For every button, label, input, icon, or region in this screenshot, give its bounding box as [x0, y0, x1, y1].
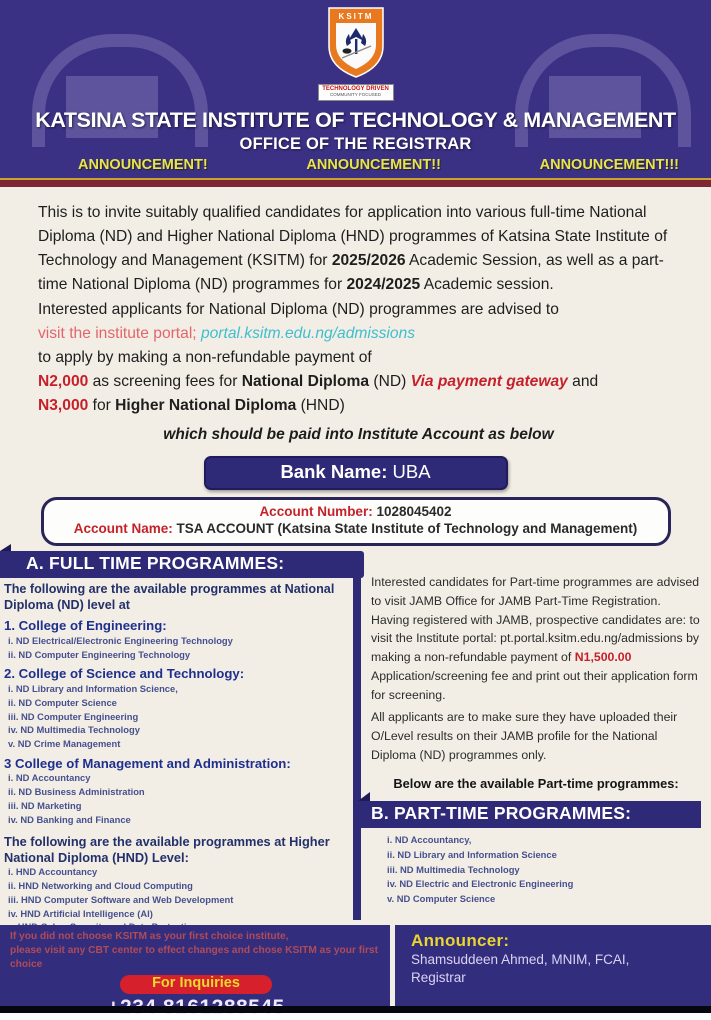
- header: [0, 0, 711, 178]
- svg-text:KSITM: KSITM: [338, 12, 373, 21]
- fee-hnd-text: (HND): [296, 397, 345, 415]
- list-item: iii. HND Computer Software and Web Development: [8, 893, 234, 905]
- payment-note: which should be paid into Institute Account as below: [163, 426, 554, 444]
- list-item: ii. ND Library and Information Science: [387, 848, 557, 860]
- logo-motto-line1: TECHNOLOGY DRIVEN: [322, 86, 389, 92]
- first-choice-notice-box: [0, 925, 390, 1006]
- account-name-value: TSA ACCOUNT (Katsina State Institute of Technology and Management): [172, 521, 638, 537]
- bank-name-value: UBA: [387, 461, 431, 483]
- intro-paragraph: [38, 201, 679, 298]
- logo-shield-icon: [327, 6, 385, 78]
- advice-line: Interested applicants for National Diploma (ND) programmes are advised to: [38, 300, 559, 318]
- fee-hnd-amount: N3,000: [38, 397, 89, 415]
- intro-section: [0, 187, 711, 447]
- payment-gateway-note: Via payment gateway: [410, 373, 568, 391]
- institute-title: KATSINA STATE INSTITUTE OF TECHNOLOGY & MANAGEMENT: [35, 108, 676, 132]
- list-item: i. HND Accountancy: [8, 866, 98, 878]
- college-heading: 2. College of Science and Technology:: [4, 666, 245, 682]
- fee-hnd-line: [38, 394, 679, 418]
- list-item: v. ND Crime Management: [8, 737, 121, 749]
- part-time-text: Interested candidates for Part-time programmes are advised to visit JAMB Office for JAMB Part-Time Registration. Having registered with JAMB, prospective candidates are: to visit the Institute portal: pt.portal.ksitm.edu.ng/admissions by making a non-refundable payment of: [371, 575, 700, 665]
- fee-nd-programme: National Diploma: [241, 373, 370, 391]
- full-time-heading: A. FULL TIME PROGRAMMES:: [0, 551, 364, 578]
- intro-text: Academic Session, as well as a part-time National Diploma (ND) programmes for: [38, 252, 664, 294]
- fee-hnd-programme: Higher National Diploma: [115, 397, 297, 415]
- list-item: iv. ND Electric and Electronic Engineering: [387, 878, 574, 890]
- programmes-section: [0, 551, 711, 920]
- part-time-heading: B. PART-TIME PROGRAMMES:: [358, 801, 701, 828]
- session-fulltime: 2025/2026: [331, 252, 406, 270]
- part-time-column: [371, 573, 701, 905]
- list-item: i. ND Accountancy: [8, 772, 91, 784]
- part-time-fee: N1,500.00: [574, 650, 632, 665]
- college-heading: 1. College of Engineering:: [4, 618, 167, 634]
- hnd-intro: The following are the available programmes at Higher National Diploma (HND) Level:: [4, 834, 330, 865]
- fee-nd-text: (ND): [369, 373, 411, 391]
- account-number-label: Account Number:: [259, 504, 373, 520]
- part-time-paragraph-2: All applicants are to make sure they have uploaded their O/Level results on their JAMB profile for the National Diploma (ND) programmes only.: [371, 710, 678, 762]
- list-item: iii. ND Marketing: [8, 799, 82, 811]
- portal-link[interactable]: portal.ksitm.edu.ng/admissions: [200, 324, 416, 342]
- part-time-text: Application/screening fee and print out their application form for screening.: [371, 668, 698, 702]
- intro-text: Academic session.: [420, 276, 554, 294]
- office-subtitle: OFFICE OF THE REGISTRAR: [239, 135, 472, 153]
- column-divider: [353, 576, 361, 920]
- announcer-box: [395, 925, 711, 1006]
- list-item: iii. ND Computer Engineering: [8, 710, 139, 722]
- fee-nd-text: and: [567, 373, 599, 391]
- portal-line: [38, 322, 679, 346]
- list-item: iv. ND Banking and Finance: [8, 813, 131, 825]
- notice-line-1: If you did not choose KSITM as your first choice institute,: [10, 931, 289, 942]
- announcer-name: Shamsuddeen Ahmed, MNIM, FCAI,: [411, 952, 630, 967]
- bank-name-banner: [204, 456, 508, 490]
- inquiries-badge: For Inquiries: [120, 975, 272, 994]
- list-item: ii. ND Computer Engineering Technology: [8, 648, 191, 660]
- account-number-line: [50, 504, 662, 519]
- list-item: iv. HND Artificial Intelligence (AI): [8, 907, 153, 919]
- institute-logo: [311, 6, 401, 101]
- list-item: i. ND Electrical/Electronic Engineering Technology: [8, 634, 233, 646]
- list-item: iii. ND Multimedia Technology: [387, 863, 520, 875]
- announcement-2: ANNOUNCEMENT!!: [306, 157, 441, 173]
- list-item: ii. ND Business Administration: [8, 786, 145, 798]
- part-time-below-note: Below are the available Part-time programmes:: [393, 776, 679, 792]
- announcer-title: Registrar: [411, 969, 466, 985]
- portal-label: visit the institute portal;: [38, 324, 201, 342]
- part-time-paragraph-1: [371, 573, 701, 704]
- list-item: ii. ND Computer Science: [8, 696, 117, 708]
- logo-motto-banner: [318, 84, 394, 101]
- announcement-1: ANNOUNCEMENT!: [78, 157, 208, 173]
- intro-text: This is to invite suitably qualified candidates for application into various full-time National Diploma (ND) and Higher National Diploma (HND) programmes of Katsina State Institute of Technology and Management (KSITM) for: [38, 204, 668, 270]
- fee-hnd-text: for: [88, 397, 116, 415]
- apply-line: to apply by making a non-refundable payment of: [38, 348, 372, 366]
- list-item: i. ND Library and Information Science,: [8, 683, 178, 695]
- bottom-black-strip: [0, 1006, 711, 1013]
- account-name-line: [50, 521, 662, 536]
- logo-motto-line2: COMMUNITY FOCUSED: [330, 91, 381, 97]
- account-number-value: 1028045402: [372, 504, 452, 520]
- fee-nd-text: as screening fees for: [88, 373, 242, 391]
- fee-nd-line: [38, 370, 679, 394]
- full-time-column: [0, 551, 352, 933]
- announcement-row: [78, 157, 679, 173]
- footer: [0, 925, 711, 1006]
- maroon-separator: [0, 180, 711, 187]
- list-item: v. ND Computer Science: [387, 893, 496, 905]
- session-parttime: 2024/2025: [346, 276, 421, 294]
- full-time-intro: The following are the available programmes at National Diploma (ND) level at: [4, 582, 335, 612]
- fee-nd-amount: N2,000: [38, 373, 89, 391]
- account-details-box: [41, 497, 671, 546]
- notice-line-2: please visit any CBT center to effect changes and chose KSITM as your first choice: [10, 944, 378, 970]
- list-item: i. ND Accountancy,: [387, 834, 472, 846]
- account-name-label: Account Name:: [73, 521, 173, 537]
- college-heading: 3 College of Management and Administration:: [4, 755, 291, 771]
- list-item: iv. ND Multimedia Technology: [8, 724, 140, 736]
- announcer-label: Announcer:: [411, 931, 510, 950]
- announcement-3: ANNOUNCEMENT!!!: [539, 157, 679, 173]
- list-item: ii. HND Networking and Cloud Computing: [8, 880, 193, 892]
- bank-name-label: Bank Name:: [280, 461, 388, 483]
